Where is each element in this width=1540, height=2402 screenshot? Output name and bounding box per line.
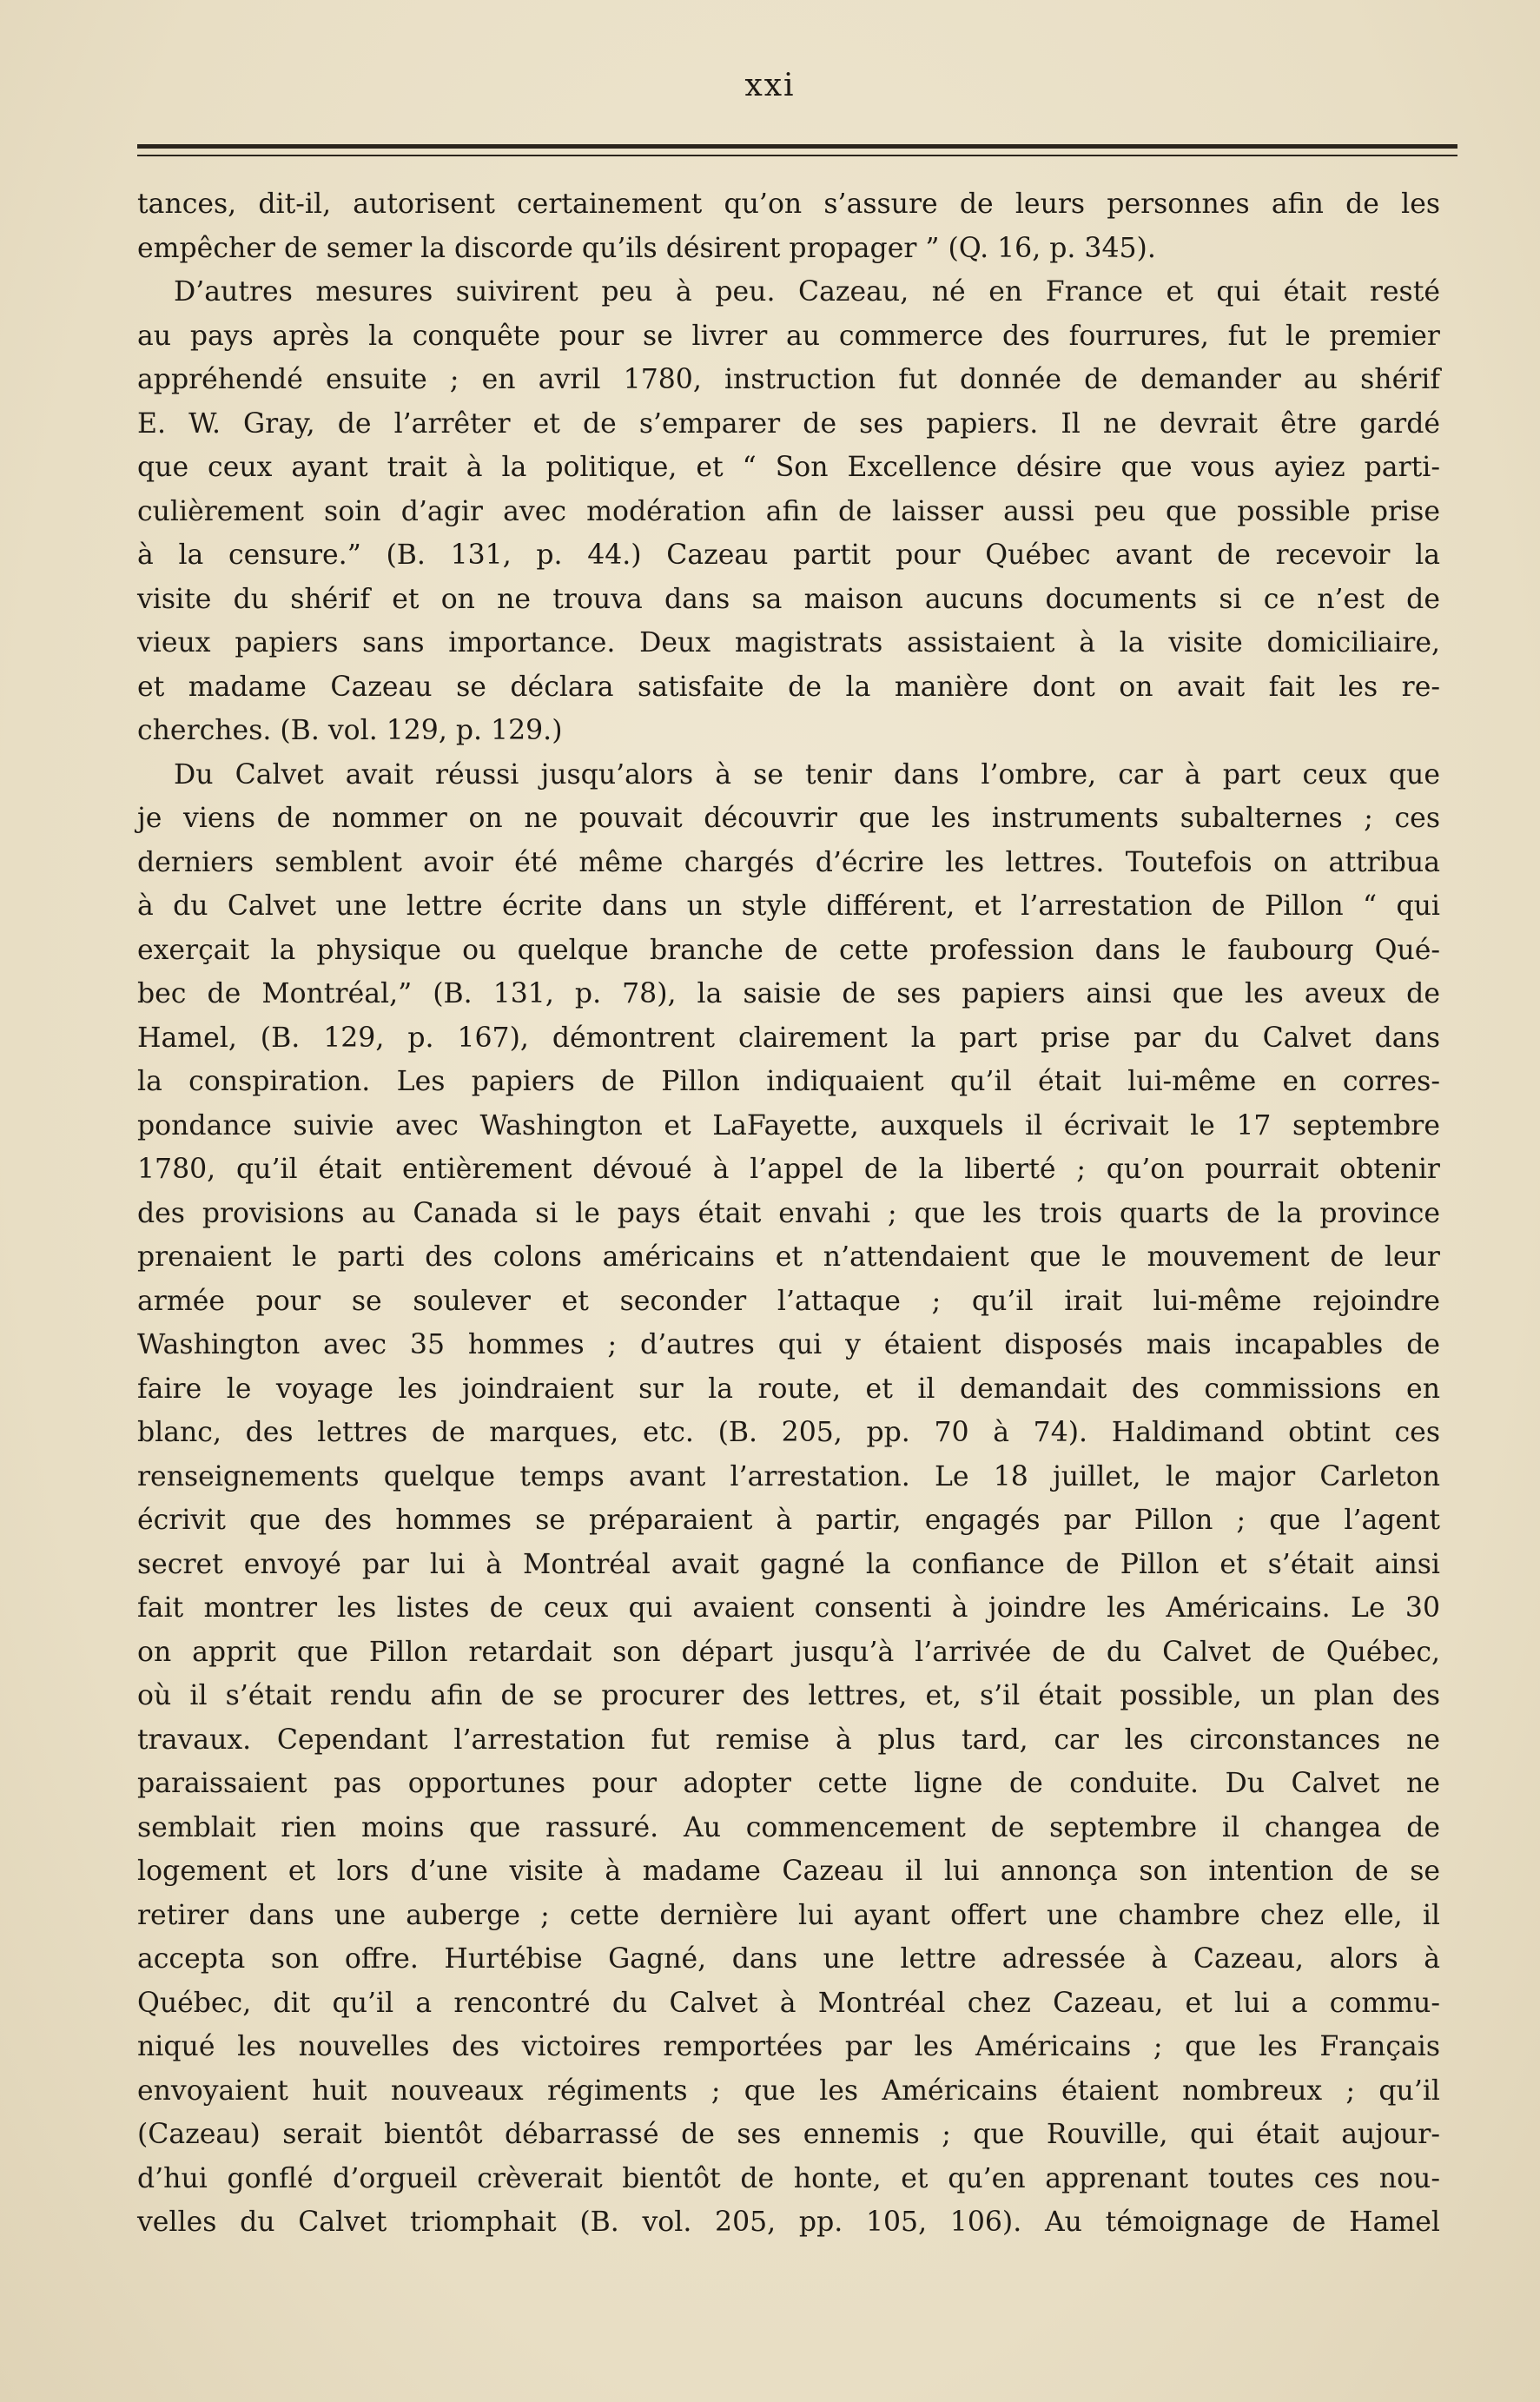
text-line: d’hui gonflé d’orgueil crèverait bientôt de honte, et qu’en apprenant toutes ces nou- — [137, 2162, 1440, 2194]
text-line: cherches. (B. vol. 129, p. 129.) — [137, 715, 563, 746]
text-line: niqué les nouvelles des victoires remportées par les Américains ; que les Français — [137, 2031, 1440, 2062]
text-line: secret envoyé par lui à Montréal avait gagné la confiance de Pillon et s’était ainsi — [137, 1548, 1440, 1580]
text-line: velles du Calvet triomphait (B. vol. 205, pp. 105, 106). Au témoignage de Hamel — [137, 2207, 1440, 2238]
text-line: je viens de nommer on ne pouvait découvrir que les instruments subalternes ; ces — [137, 803, 1440, 834]
text-line: à la censure.” (B. 131, p. 44.) Cazeau partit pour Québec avant de recevoir la — [137, 539, 1440, 571]
body-text — [137, 182, 1440, 2288]
text-line: accepta son offre. Hurtébise Gagné, dans une lettre adressée à Cazeau, alors à — [137, 1943, 1440, 1975]
text-line: envoyaient huit nouveaux régiments ; que les Américains étaient nombreux ; qu’il — [137, 2074, 1440, 2107]
text-line: vieux papiers sans importance. Deux magistrats assistaient à la visite domiciliaire, — [137, 627, 1440, 658]
text-line: et madame Cazeau se déclara satisfaite de la manière dont on avait fait les re- — [137, 671, 1440, 703]
text-line: visite du shérif et on ne trouva dans sa maison aucuns documents si ce n’est de — [137, 583, 1440, 615]
text-line: fait montrer les listes de ceux qui avaient consenti à joindre les Américains. Le 30 — [137, 1592, 1440, 1624]
text-line: renseignements quelque temps avant l’arrestation. Le 18 juillet, le major Carleton — [137, 1460, 1440, 1492]
text-line: semblait rien moins que rassuré. Au commencement de septembre il changea de — [137, 1811, 1440, 1843]
text-line: faire le voyage les joindraient sur la route, et il demandait des commissions en — [137, 1373, 1440, 1405]
text-line: on apprit que Pillon retardait son départ jusqu’à l’arrivée de du Calvet de Québec, — [137, 1636, 1440, 1668]
text-line: tances, dit-il, autorisent certainement qu’on s’assure de leurs personnes afin de les — [137, 189, 1440, 220]
text-line: appréhendé ensuite ; en avril 1780, instruction fut donnée de demander au shérif — [137, 364, 1440, 395]
text-line: paraissaient pas opportunes pour adopter cette ligne de conduite. Du Calvet ne — [137, 1768, 1440, 1799]
text-line: Washington avec 35 hommes ; d’autres qui y étaient disposés mais incapables de — [137, 1329, 1440, 1360]
text-line: derniers semblent avoir été même chargés d’écrire les lettres. Toutefois on attribua — [137, 846, 1440, 878]
text-line: Québec, dit qu’il a rencontré du Calvet à Montréal chez Cazeau, et lui a commu- — [137, 1987, 1440, 2019]
text-line: au pays après la conquête pour se livrer au commerce des fourrures, fut le premier — [137, 320, 1440, 352]
page-number: xxi — [744, 68, 796, 103]
text-line: que ceux ayant trait à la politique, et “ Son Excellence désire que vous ayiez parti- — [137, 452, 1440, 483]
text-line: des provisions au Canada si le pays était envahi ; que les trois quarts de la province — [137, 1197, 1440, 1229]
text-line: 1780, qu’il était entièrement dévoué à l’appel de la liberté ; qu’on pourrait obtenir — [137, 1154, 1440, 1185]
text-line: blanc, des lettres de marques, etc. (B. 205, pp. 70 à 74). Haldimand obtint ces — [137, 1417, 1440, 1448]
text-line — [137, 2245, 1440, 2289]
text-line: exerçait la physique ou quelque branche de cette profession dans le faubourg Qué- — [137, 934, 1440, 966]
text-line: D’autres mesures suivirent peu à peu. Cazeau, né en France et qui était resté — [174, 276, 1440, 308]
text-line: (Cazeau) serait bientôt débarrassé de ses ennemis ; que Rouville, qui était aujour- — [137, 2119, 1440, 2150]
text-line: empêcher de semer la discorde qu’ils désirent propager ” (Q. 16, p. 345). — [137, 232, 1156, 264]
text-line: travaux. Cependant l’arrestation fut remise à plus tard, car les circonstances ne — [137, 1724, 1440, 1756]
header-rule-thin — [137, 155, 1457, 156]
text-line: Du Calvet avait réussi jusqu’alors à se tenir dans l’ombre, car à part ceux que — [174, 758, 1440, 791]
text-line: Hamel, (B. 129, p. 167), démontrent clairement la part prise par du Calvet dans — [137, 1022, 1440, 1054]
text-line: retirer dans une auberge ; cette dernière lui ayant offert une chambre chez elle, il — [137, 1899, 1440, 1931]
text-line: bec de Montréal,” (B. 131, p. 78), la saisie de ses papiers ainsi que les aveux de — [137, 978, 1440, 1009]
text-line: armée pour se soulever et seconder l’attaque ; qu’il irait lui-même rejoindre — [137, 1285, 1440, 1317]
text-line: à du Calvet une lettre écrite dans un style différent, et l’arrestation de Pillon “ qui — [137, 890, 1440, 922]
text-line: où il s’était rendu afin de se procurer des lettres, et, s’il était possible, un plan des — [137, 1680, 1440, 1711]
text-line: écrivit que des hommes se préparaient à partir, engagés par Pillon ; que l’agent — [137, 1505, 1440, 1536]
text-line: pondance suivie avec Washington et LaFayette, auxquels il écrivait le 17 septembre — [137, 1109, 1440, 1141]
header-rule-thick — [137, 144, 1457, 149]
text-line: la conspiration. Les papiers de Pillon indiquaient qu’il était lui-même en corres- — [137, 1066, 1440, 1097]
text-line: culièrement soin d’agir avec modération afin de laisser aussi peu que possible prise — [137, 495, 1440, 527]
text-line: prenaient le parti des colons américains et n’attendaient que le mouvement de leur — [137, 1241, 1440, 1273]
text-line: logement et lors d’une visite à madame Cazeau il lui annonça son intention de se — [137, 1856, 1440, 1887]
text-line: E. W. Gray, de l’arrêter et de s’emparer de ses papiers. Il ne devrait être gardé — [137, 407, 1440, 440]
